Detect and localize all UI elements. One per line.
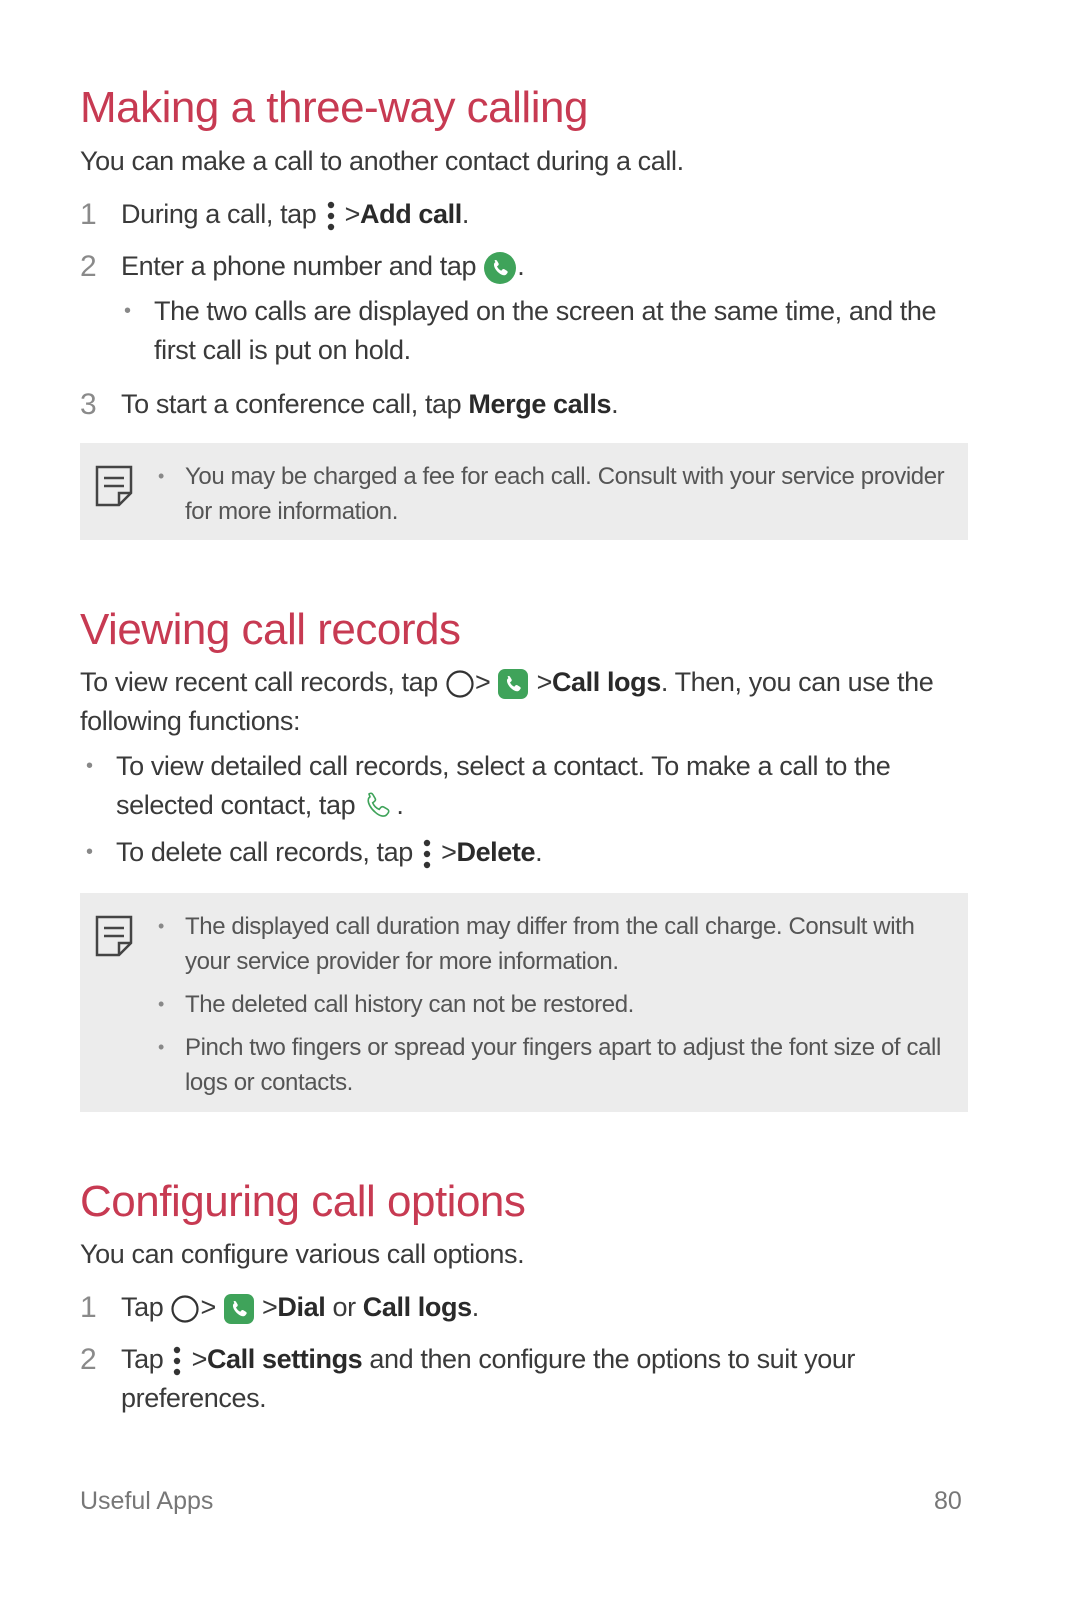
step-number: 3 [80,388,97,421]
step-text: During a call, tap >Add call. [121,195,971,234]
section-title-call-options: Configuring call options [80,1177,526,1226]
note-item: • The deleted call history can not be restored. [158,987,948,1022]
home-icon [445,669,475,699]
note-list [158,909,948,1108]
home-icon [170,1294,200,1324]
note-list [158,459,948,537]
more-vert-icon [170,1344,184,1378]
step-number: 1 [80,198,97,231]
note-item: • Pinch two fingers or spread your fingers apart to adjust the font size of call logs or contacts. [158,1030,948,1100]
step-number: 2 [80,1343,97,1376]
footer-section-label: Useful Apps [80,1487,214,1515]
phone-app-icon [223,1293,255,1325]
section-intro: To view recent call records, tap > >Call logs. Then, you can use the following functions: [80,667,934,736]
section-intro: You can make a call to another contact during a call. [80,146,684,176]
phone-icon [483,251,517,285]
section-intro: You can configure various call options. [80,1239,525,1269]
note-box [80,893,968,1112]
section-title-three-way: Making a three-way calling [80,83,588,132]
step-text: Tap > >Dial or Call logs. [121,1288,971,1327]
note-item: • You may be charged a fee for each call. Consult with your service provider for more information. [158,459,948,529]
note-icon [95,915,133,957]
step-number: 2 [80,250,97,283]
phone-outline-icon [362,791,396,823]
step-number: 1 [80,1291,97,1324]
note-item: • The displayed call duration may differ from the call charge. Consult with your service provider for more information. [158,909,948,979]
more-vert-icon [324,199,338,233]
more-vert-icon [420,837,434,871]
note-box [80,443,968,540]
step-text: Tap >Call settings and then configure the options to suit your preferences. [121,1344,856,1413]
section-title-call-records: Viewing call records [80,605,461,654]
phone-app-icon [497,668,529,700]
page-number: 80 [934,1487,962,1515]
step-text: Enter a phone number and tap . [121,247,971,286]
step-text: To start a conference call, tap Merge calls. [121,389,619,419]
note-icon [95,465,133,507]
